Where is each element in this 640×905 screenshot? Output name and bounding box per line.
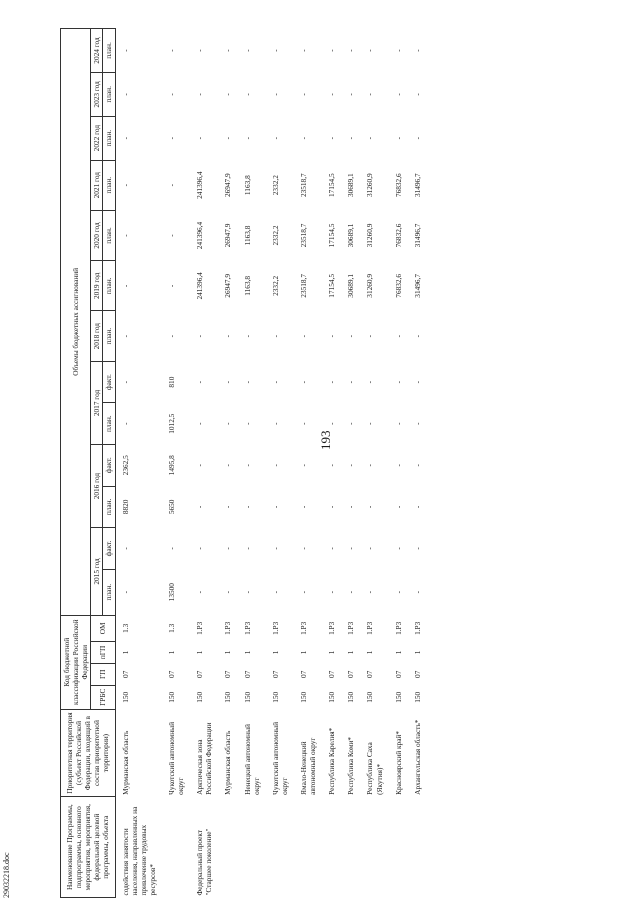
value-cell: - [327, 505, 337, 509]
value-cell: - [327, 136, 337, 140]
pgp-cell: 1 [242, 650, 252, 655]
value-cell: 30689,1 [346, 223, 356, 248]
header-sub: план. [103, 569, 115, 615]
value-cell: - [298, 505, 308, 509]
territory-cell: Чукотский автономный округ [270, 722, 289, 795]
header-year: 2022 год [91, 116, 103, 160]
gp-cell: 07 [120, 670, 130, 678]
value-cell: - [327, 334, 337, 338]
value-cell: - [195, 334, 205, 338]
value-cell: - [393, 547, 403, 550]
budget-table-rotated [60, 28, 580, 898]
header-sub: план. [103, 116, 115, 160]
table-row [218, 29, 237, 898]
value-cell: - [166, 547, 176, 550]
header-program: Наименование Программы, подпрограммы, основного мероприятия, мероприятия, федеральной целевой программы, объекта [61, 797, 116, 898]
table-header [61, 29, 116, 898]
territory-cell: Мурманская область [120, 730, 130, 795]
value-cell: - [298, 334, 308, 338]
program-cell: Федеральный проект "Старшее поколение" [195, 828, 214, 896]
value-cell: - [120, 334, 130, 338]
header-code-col: ГРБС [91, 685, 115, 709]
grbs-cell: 150 [412, 691, 422, 703]
om-cell: 1.Р3 [195, 621, 205, 635]
value-cell: - [223, 93, 233, 96]
table-row [389, 29, 408, 898]
value-cell: - [298, 464, 308, 467]
grbs-cell: 150 [270, 691, 280, 703]
value-cell: - [412, 464, 422, 467]
value-cell: - [242, 136, 252, 140]
value-cell: - [195, 49, 205, 52]
value-cell: - [412, 590, 422, 594]
value-cell: 31496,7 [412, 273, 422, 298]
value-cell: - [166, 183, 176, 187]
value-cell: - [223, 547, 233, 550]
value-cell: 30689,1 [346, 173, 356, 198]
value-cell: - [327, 464, 337, 467]
value-cell: - [270, 547, 280, 550]
pgp-cell: 1 [166, 650, 176, 655]
value-cell: 23518,7 [298, 173, 308, 198]
table-row [341, 29, 360, 898]
value-cell: 31260,9 [365, 223, 375, 248]
value-cell: 17154,5 [327, 273, 337, 298]
value-cell: - [242, 505, 252, 509]
value-cell: - [270, 464, 280, 467]
value-cell: - [346, 334, 356, 338]
value-cell: - [223, 334, 233, 338]
value-cell: - [327, 93, 337, 96]
value-cell: - [166, 234, 176, 237]
value-cell: 31260,9 [365, 273, 375, 298]
pgp-cell: 1 [327, 650, 337, 655]
value-cell: - [242, 334, 252, 338]
territory-cell: Ямало-Ненецкий автономный округ [298, 737, 318, 795]
territory-cell: Ненецкий автономный округ [242, 724, 261, 795]
value-cell: - [346, 505, 356, 509]
value-cell: - [393, 590, 403, 594]
value-cell: - [412, 93, 422, 96]
header-sub: факт. [103, 444, 115, 486]
value-cell: 1163,8 [242, 275, 252, 296]
header-sub: факт. [103, 361, 115, 403]
gp-cell: 07 [242, 670, 252, 678]
value-cell: - [346, 590, 356, 594]
value-cell: 23518,7 [298, 223, 308, 248]
value-cell: - [393, 49, 403, 52]
value-cell: - [346, 380, 356, 384]
pgp-cell: 1 [393, 650, 403, 655]
value-cell: - [270, 590, 280, 594]
table-row [190, 29, 218, 898]
value-cell: 31260,9 [365, 173, 375, 198]
value-cell: - [120, 547, 130, 550]
value-cell: - [242, 547, 252, 550]
value-cell: 8820 [120, 499, 130, 515]
value-cell: - [195, 380, 205, 384]
header-year: 2023 год [91, 72, 103, 116]
pgp-cell: 1 [270, 650, 280, 655]
value-cell: - [195, 590, 205, 594]
value-cell: - [270, 93, 280, 96]
program-cell [238, 797, 266, 898]
value-cell: - [120, 380, 130, 384]
value-cell: 30689,1 [346, 273, 356, 298]
value-cell: - [166, 334, 176, 338]
value-cell: 2332,2 [270, 175, 280, 196]
value-cell: - [327, 590, 337, 594]
om-cell: 1.Р3 [223, 621, 233, 635]
value-cell: - [346, 422, 356, 425]
value-cell: 76832,6 [393, 223, 403, 248]
value-cell: 26947,9 [223, 273, 233, 298]
value-cell: - [346, 136, 356, 140]
program-cell [266, 797, 294, 898]
value-cell: 1012,5 [166, 413, 176, 434]
gp-cell: 07 [412, 670, 422, 678]
value-cell: - [298, 93, 308, 96]
value-cell: - [393, 334, 403, 338]
value-cell: - [327, 422, 337, 425]
territory-cell: Арктическая зона Российской Федерации [195, 722, 214, 795]
territory-cell: Республика Саха (Якутия)* [365, 742, 384, 795]
header-year: 2021 год [91, 160, 103, 210]
value-cell: - [327, 547, 337, 550]
header-sub: план. [103, 29, 115, 73]
value-cell: 31496,7 [412, 173, 422, 198]
value-cell: - [365, 136, 375, 140]
value-cell: - [120, 234, 130, 237]
value-cell: 17154,5 [327, 173, 337, 198]
header-sub: план. [103, 72, 115, 116]
value-cell: - [393, 422, 403, 425]
value-cell: - [365, 334, 375, 338]
value-cell: - [270, 334, 280, 338]
value-cell: - [365, 590, 375, 594]
grbs-cell: 150 [346, 691, 356, 703]
value-cell: - [166, 49, 176, 52]
value-cell: - [242, 93, 252, 96]
gp-cell: 07 [223, 670, 233, 678]
value-cell: - [242, 464, 252, 467]
value-cell: - [120, 422, 130, 425]
value-cell: - [270, 505, 280, 509]
header-code-col: ОМ [91, 615, 115, 641]
value-cell: - [166, 284, 176, 288]
value-cell: - [270, 136, 280, 140]
value-cell: 241396,4 [195, 221, 205, 250]
header-year: 2018 год [91, 311, 103, 361]
header-year: 2017 год [91, 361, 103, 444]
pgp-cell: 1 [365, 650, 375, 655]
value-cell: - [270, 422, 280, 425]
value-cell: - [365, 380, 375, 384]
value-cell: - [270, 380, 280, 384]
territory-cell: Республика Карелия* [327, 727, 337, 795]
header-year: 2015 год [91, 528, 103, 616]
value-cell: - [120, 183, 130, 187]
value-cell: 17154,5 [327, 223, 337, 248]
value-cell: - [412, 334, 422, 338]
value-cell: - [393, 93, 403, 96]
table-row [162, 29, 190, 898]
pgp-cell: 1 [195, 650, 205, 655]
value-cell: 5650 [166, 499, 176, 515]
program-cell [408, 797, 427, 898]
om-cell: 1.Р3 [242, 621, 252, 635]
value-cell: - [365, 464, 375, 467]
value-cell: - [195, 464, 205, 467]
value-cell: - [120, 49, 130, 52]
table-row [322, 29, 341, 898]
header-code-group: Код бюджетной классификации Российской Федерации [61, 615, 91, 709]
value-cell: - [223, 380, 233, 384]
value-cell: - [298, 380, 308, 384]
header-sub: факт. [103, 528, 115, 570]
header-sub: план. [103, 403, 115, 445]
gp-cell: 07 [298, 670, 308, 678]
om-cell: 1.3 [120, 623, 130, 633]
grbs-cell: 150 [365, 691, 375, 703]
pgp-cell: 1 [120, 650, 130, 655]
value-cell: 241396,4 [195, 171, 205, 199]
program-cell [322, 797, 341, 898]
gp-cell: 07 [270, 670, 280, 678]
header-code-col: пГП [91, 641, 115, 663]
value-cell: - [120, 93, 130, 96]
header-volumes-group: Объемы бюджетных ассигнований [61, 29, 91, 616]
territory-cell: Красноярский край* [393, 731, 403, 795]
value-cell: - [120, 136, 130, 140]
header-sub: план. [103, 261, 115, 311]
pgp-cell: 1 [346, 650, 356, 655]
header-code-col: ГП [91, 663, 115, 685]
value-cell: 76832,6 [393, 273, 403, 298]
value-cell: 23518,7 [298, 273, 308, 298]
grbs-cell: 150 [393, 691, 403, 703]
value-cell: - [242, 49, 252, 52]
value-cell: - [195, 422, 205, 425]
value-cell: - [195, 93, 205, 96]
territory-cell: Республика Коми* [346, 736, 356, 795]
value-cell: - [223, 422, 233, 425]
value-cell: 26947,9 [223, 173, 233, 198]
value-cell: - [346, 464, 356, 467]
table-row [238, 29, 266, 898]
value-cell: - [223, 136, 233, 140]
value-cell: - [223, 505, 233, 509]
budget-table [60, 28, 427, 898]
program-cell [360, 797, 388, 898]
table-row [266, 29, 294, 898]
om-cell: 1.3 [166, 623, 176, 633]
om-cell: 1.Р3 [365, 621, 375, 635]
program-cell [341, 797, 360, 898]
value-cell: - [195, 547, 205, 550]
value-cell: - [412, 49, 422, 52]
header-year: 2016 год [91, 444, 103, 527]
grbs-cell: 150 [120, 691, 130, 703]
value-cell: 1163,8 [242, 175, 252, 196]
value-cell: - [298, 49, 308, 52]
header-year: 2019 год [91, 261, 103, 311]
gp-cell: 07 [327, 670, 337, 678]
value-cell: 2332,2 [270, 225, 280, 246]
program-cell [294, 797, 322, 898]
program-cell [218, 797, 237, 898]
pgp-cell: 1 [223, 650, 233, 655]
header-sub: план. [103, 486, 115, 528]
om-cell: 1.Р3 [270, 621, 280, 635]
value-cell: - [412, 505, 422, 509]
value-cell: - [365, 505, 375, 509]
grbs-cell: 150 [327, 691, 337, 703]
value-cell: - [270, 49, 280, 52]
value-cell: - [365, 547, 375, 550]
value-cell: - [393, 464, 403, 467]
page-number: 193 [318, 430, 333, 450]
value-cell: - [346, 93, 356, 96]
value-cell: - [298, 547, 308, 550]
header-year: 2024 год [91, 29, 103, 73]
om-cell: 1.Р3 [298, 621, 308, 635]
value-cell: - [223, 464, 233, 467]
value-cell: 241396,4 [195, 272, 205, 300]
value-cell: - [346, 547, 356, 550]
program-cell: содействия занятости населения, направленных на привлечение трудовых ресурсов* [120, 806, 157, 896]
value-cell: - [412, 547, 422, 550]
value-cell: - [327, 49, 337, 52]
program-cell [162, 797, 190, 898]
value-cell: 31496,7 [412, 223, 422, 248]
gp-cell: 07 [346, 670, 356, 678]
table-body [115, 29, 427, 898]
gp-cell: 07 [195, 670, 205, 678]
header-territory: Приоритетная территория (субъект Российской Федерации, входящий в состав приоритетной территории) [61, 709, 116, 797]
table-row [294, 29, 322, 898]
value-cell: - [412, 380, 422, 384]
value-cell: - [298, 422, 308, 425]
om-cell: 1.Р3 [393, 621, 403, 635]
om-cell: 1.Р3 [412, 621, 422, 635]
value-cell: - [195, 505, 205, 509]
value-cell: - [346, 49, 356, 52]
value-cell: - [327, 380, 337, 384]
grbs-cell: 150 [195, 691, 205, 703]
value-cell: - [242, 422, 252, 425]
gp-cell: 07 [166, 670, 176, 678]
territory-cell: Мурманская область [223, 730, 233, 795]
value-cell: - [166, 136, 176, 140]
value-cell: 2332,2 [270, 275, 280, 296]
grbs-cell: 150 [223, 691, 233, 703]
value-cell: - [365, 422, 375, 425]
value-cell: 26947,9 [223, 223, 233, 248]
value-cell: 1495,8 [166, 455, 176, 476]
grbs-cell: 150 [298, 691, 308, 703]
territory-cell: Архангельская область* [412, 719, 422, 795]
header-sub: план. [103, 311, 115, 361]
om-cell: 1.Р3 [327, 621, 337, 635]
territory-cell: Чукотский автономный округ [166, 722, 186, 795]
value-cell: - [166, 93, 176, 96]
value-cell: - [242, 590, 252, 594]
pgp-cell: 1 [298, 650, 308, 655]
value-cell: - [242, 380, 252, 384]
value-cell: - [365, 49, 375, 52]
value-cell: - [120, 590, 130, 594]
value-cell: - [223, 49, 233, 52]
gp-cell: 07 [365, 670, 375, 678]
value-cell: - [412, 422, 422, 425]
value-cell: 76832,6 [393, 173, 403, 198]
value-cell: - [298, 136, 308, 140]
program-cell [389, 797, 408, 898]
value-cell: - [365, 93, 375, 96]
table-row [408, 29, 427, 898]
footer-doc-name: 29032218.doc [2, 852, 11, 898]
value-cell: 13500 [166, 583, 176, 602]
header-sub: план. [103, 160, 115, 210]
value-cell: - [298, 590, 308, 594]
value-cell: - [393, 505, 403, 509]
grbs-cell: 150 [242, 691, 252, 703]
value-cell: 2362,5 [120, 455, 130, 476]
header-sub: план. [103, 210, 115, 260]
pgp-cell: 1 [412, 650, 422, 655]
grbs-cell: 150 [166, 691, 176, 703]
value-cell: - [393, 136, 403, 140]
value-cell: 1163,8 [242, 225, 252, 246]
value-cell: - [412, 136, 422, 140]
value-cell: - [223, 590, 233, 594]
value-cell: - [195, 136, 205, 140]
value-cell: 810 [166, 376, 176, 388]
value-cell: - [120, 284, 130, 288]
table-row [360, 29, 388, 898]
header-year: 2020 год [91, 210, 103, 260]
value-cell: - [393, 380, 403, 384]
table-row [115, 29, 162, 898]
om-cell: 1.Р3 [346, 621, 356, 635]
gp-cell: 07 [393, 670, 403, 678]
